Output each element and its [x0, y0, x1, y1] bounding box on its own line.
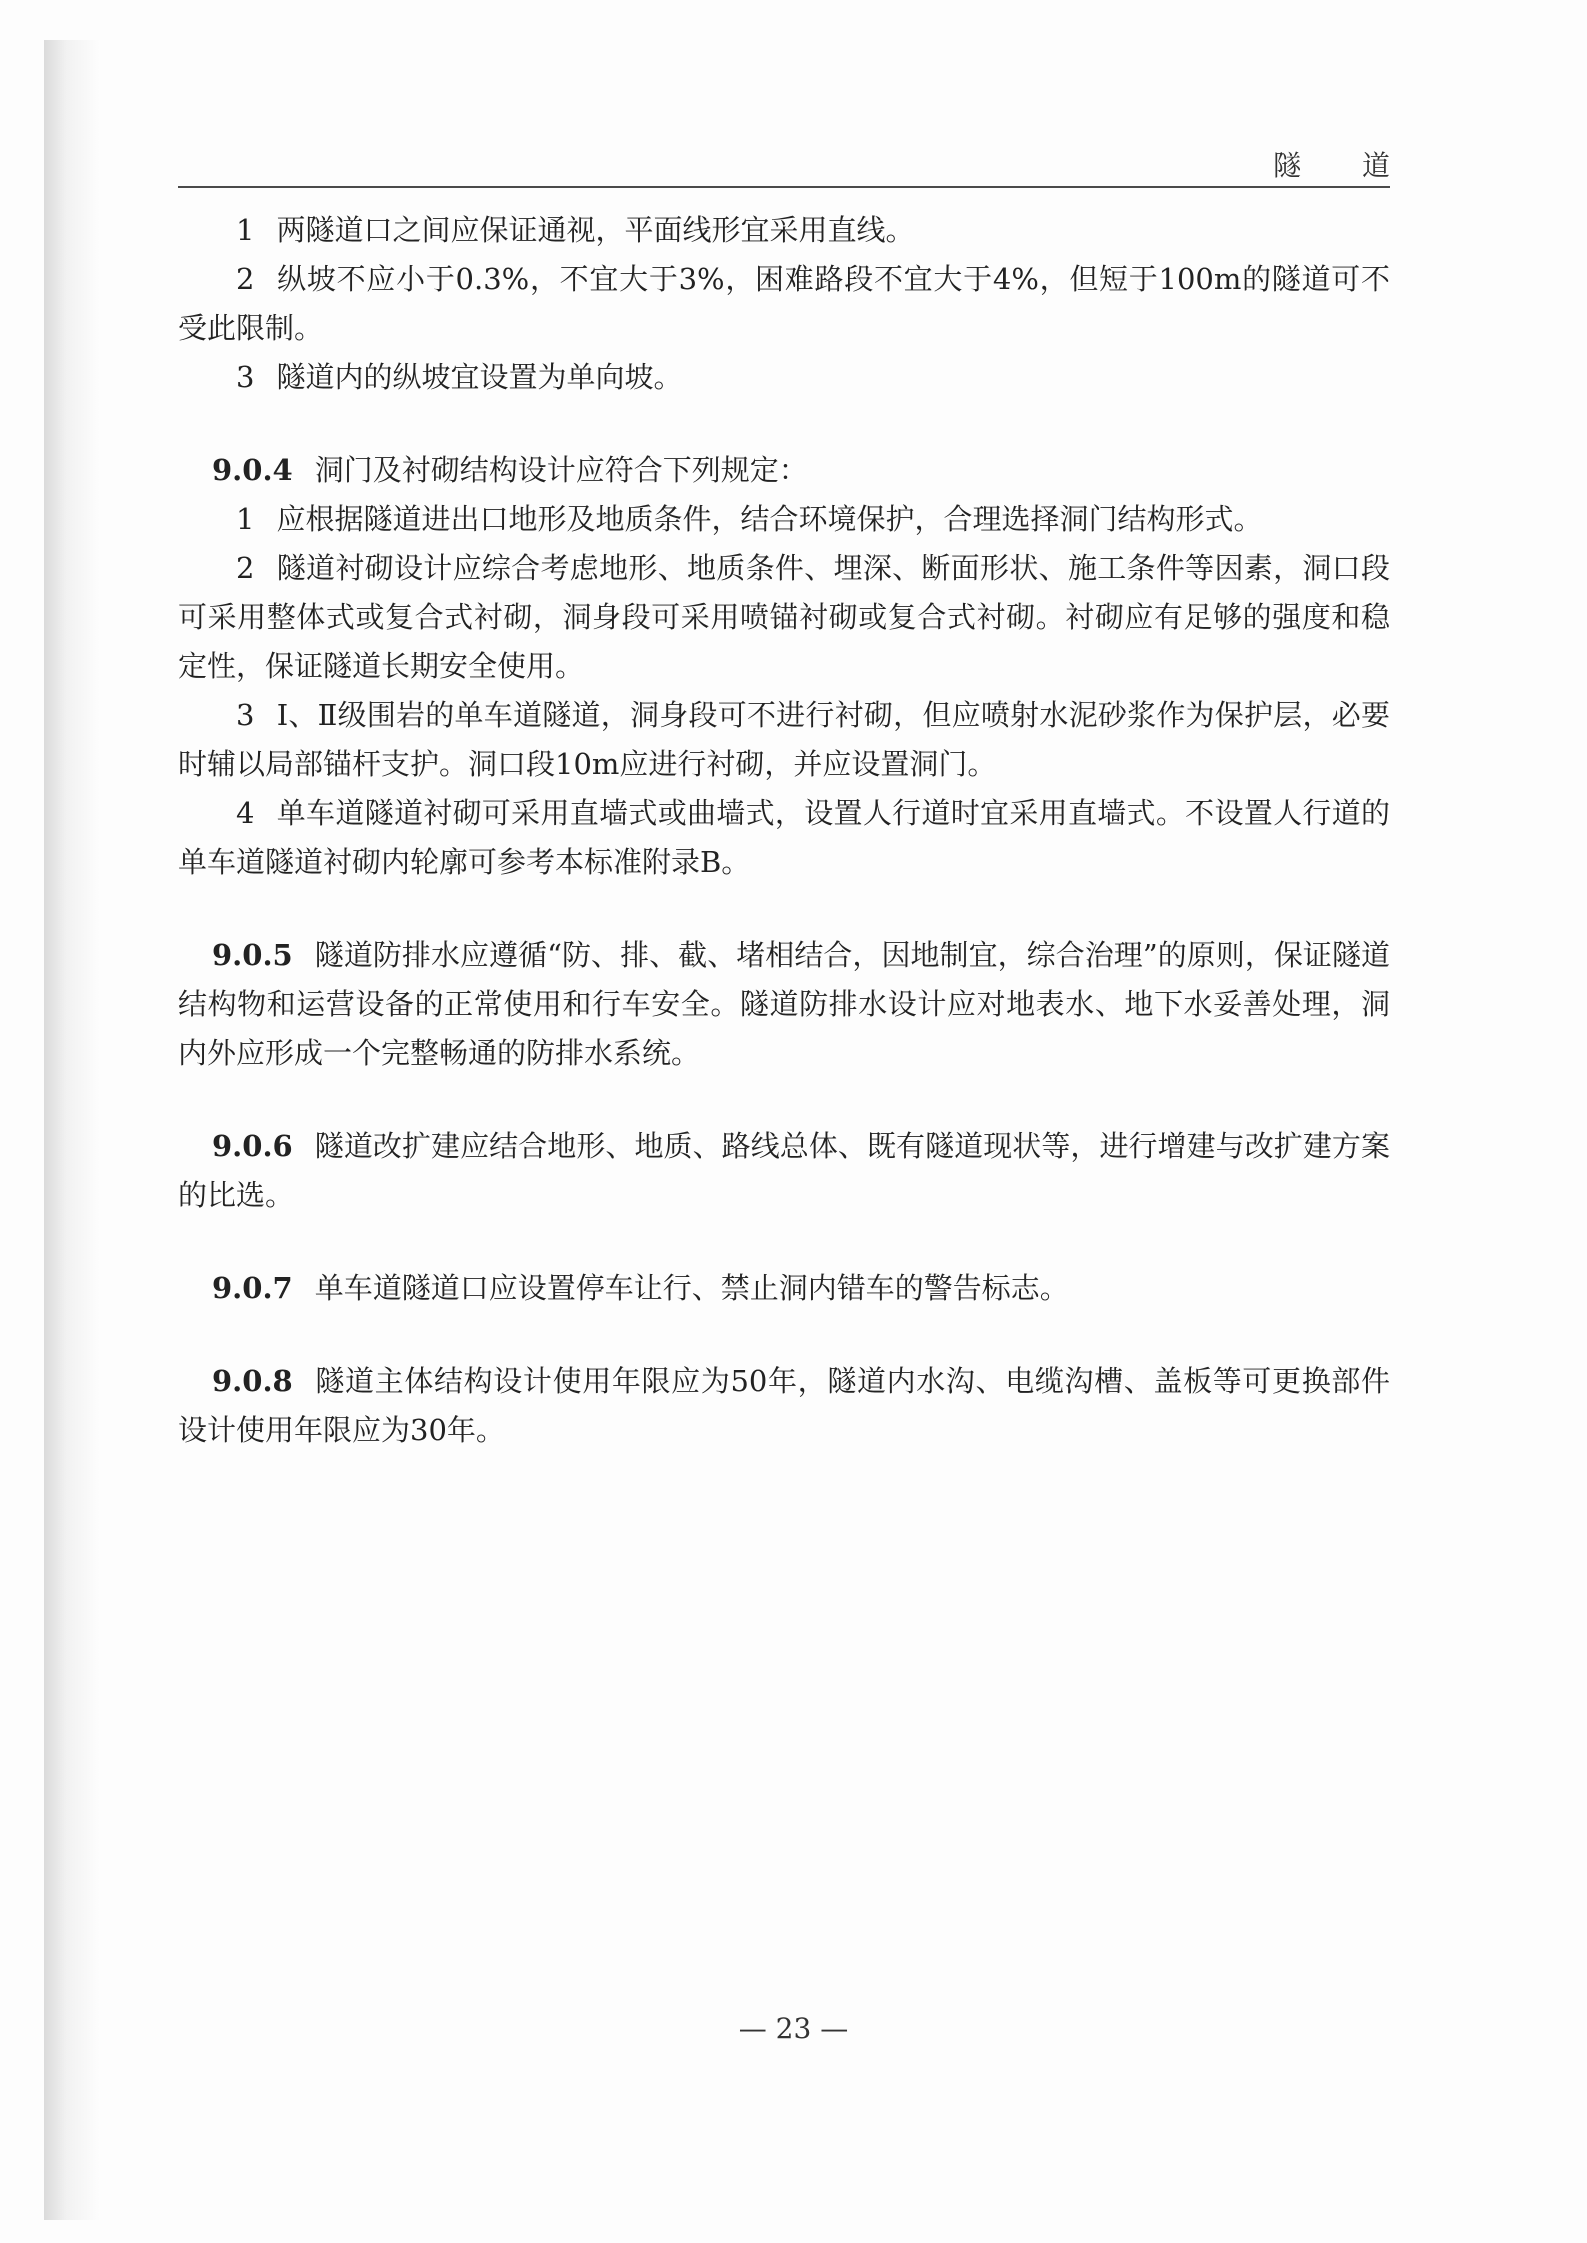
item-text: 单车道隧道衬砌可采用直墙式或曲墙式，设置人行道时宜采用直墙式。不设置人行道的单车道隧道衬砌内轮廓可参考本标准附录B。: [178, 796, 1390, 879]
list-item: [178, 495, 1390, 544]
binding-shadow: [44, 40, 100, 2220]
section-9-0-6: [178, 1122, 1390, 1220]
item-text: 隧道衬砌设计应综合考虑地形、地质条件、埋深、断面形状、施工条件等因素，洞口段可采用整体式或复合式衬砌，洞身段可采用喷锚衬砌或复合式衬砌。衬砌应有足够的强度和稳定性，保证隧道长期安全使用。: [178, 551, 1390, 683]
item-number: 3: [236, 698, 255, 732]
list-item: [178, 691, 1390, 789]
section-number: 9.0.6: [212, 1129, 293, 1163]
section-text: 洞门及衬砌结构设计应符合下列规定：: [314, 453, 808, 487]
section-number: 9.0.5: [212, 938, 293, 972]
section-text: 单车道隧道口应设置停车让行、禁止洞内错车的警告标志。: [314, 1271, 1069, 1305]
section-number: 9.0.4: [212, 453, 293, 487]
list-item: [178, 789, 1390, 887]
item-text: 两隧道口之间应保证通视，平面线形宜采用直线。: [276, 213, 915, 247]
body-text: [178, 206, 1390, 1455]
item-text: 应根据隧道进出口地形及地质条件，结合环境保护，合理选择洞门结构形式。: [276, 502, 1263, 536]
item-text: 纵坡不应小于0.3%，不宜大于3%，困难路段不宜大于4%，但短于100m的隧道可不受此限制。: [178, 262, 1390, 345]
header-title: 隧 道: [1273, 149, 1416, 182]
item-number: 1: [236, 213, 255, 247]
list-item: [178, 353, 1390, 402]
page-number: — 23 —: [738, 2012, 849, 2045]
item-text: Ⅰ、Ⅱ级围岩的单车道隧道，洞身段可不进行衬砌，但应喷射水泥砂浆作为保护层，必要时辅以局部锚杆支护。洞口段10m应进行衬砌，并应设置洞门。: [178, 698, 1390, 781]
list-item: [178, 544, 1390, 691]
section-number: 9.0.8: [212, 1364, 293, 1398]
section-text: 隧道改扩建应结合地形、地质、路线总体、既有隧道现状等，进行增建与改扩建方案的比选。: [178, 1129, 1390, 1212]
section-text: 隧道主体结构设计使用年限应为50年，隧道内水沟、电缆沟槽、盖板等可更换部件设计使用年限应为30年。: [178, 1364, 1390, 1447]
section-9-0-4: [178, 446, 1390, 495]
item-number: 3: [236, 360, 255, 394]
list-item: [178, 255, 1390, 353]
item-number: 2: [236, 551, 255, 585]
section-9-0-5: [178, 931, 1390, 1078]
item-number: 4: [236, 796, 255, 830]
section-text: 隧道防排水应遵循“防、排、截、堵相结合，因地制宜，综合治理”的原则，保证隧道结构物和运营设备的正常使用和行车安全。隧道防排水设计应对地表水、地下水妥善处理，洞内外应形成一个完整畅通的防排水系统。: [178, 938, 1390, 1070]
header-rule: [178, 186, 1390, 188]
list-item: [178, 206, 1390, 255]
section-9-0-8: [178, 1357, 1390, 1455]
section-number: 9.0.7: [212, 1271, 293, 1305]
item-number: 1: [236, 502, 255, 536]
item-text: 隧道内的纵坡宜设置为单向坡。: [276, 360, 683, 394]
item-number: 2: [236, 262, 255, 296]
section-9-0-7: [178, 1264, 1390, 1313]
running-header: [178, 136, 1416, 188]
